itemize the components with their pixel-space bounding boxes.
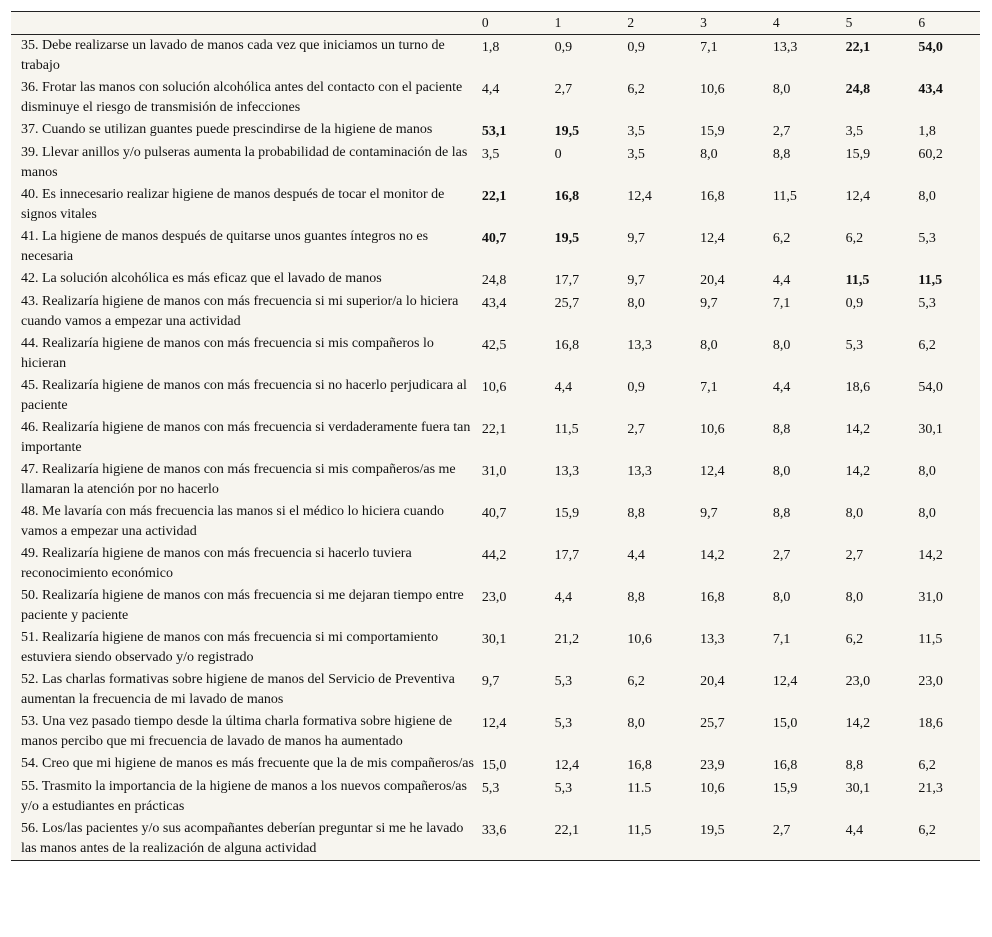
score-cell-2: 8,0 — [627, 296, 645, 311]
score-cell-3: 12,4 — [700, 464, 725, 479]
score-cell-2: 10,6 — [627, 632, 652, 647]
score-cell-0: 30,1 — [481, 632, 507, 647]
score-cell-2: 0,9 — [627, 380, 645, 395]
score-cell-3: 10,6 — [700, 422, 725, 437]
table-row — [11, 501, 980, 543]
score-cell-1: 17,7 — [554, 273, 580, 288]
score-cell-0: 12,4 — [481, 716, 507, 731]
score-cell-3: 7,1 — [700, 40, 718, 55]
statement-cell: 43. Realizaría higiene de manos con más frecuencia si mi superior/a lo hiciera cuando vamos a empezar una actividad — [21, 294, 459, 329]
statement-cell: 37. Cuando se utilizan guantes puede prescindirse de la higiene de manos — [21, 122, 433, 137]
score-cell-6: 60,2 — [918, 147, 943, 162]
score-cell-3: 14,2 — [700, 548, 725, 563]
score-cell-6: 11,5 — [918, 632, 943, 647]
score-cell-6: 18,6 — [918, 716, 943, 731]
score-cell-2: 13,3 — [627, 464, 652, 479]
table-row — [11, 417, 980, 459]
table-row — [11, 119, 980, 142]
score-cell-2: 12,4 — [627, 189, 652, 204]
score-cell-1: 0,9 — [554, 40, 573, 55]
score-cell-4: 8,0 — [772, 82, 791, 97]
score-cell-5: 23,0 — [845, 674, 871, 689]
score-value-highlighted: 24,8 — [845, 82, 871, 97]
score-cell-4: 2,7 — [772, 548, 791, 563]
statement-cell: 54. Creo que mi higiene de manos es más frecuente que la de mis compañeros/as — [21, 756, 474, 771]
header-score-5: 5 — [846, 12, 919, 35]
score-cell-2: 4,4 — [627, 548, 645, 563]
statement-cell: 36. Frotar las manos con solución alcohólica antes del contacto con el paciente disminuye el riesgo de transmisión de infecciones — [21, 80, 463, 115]
score-value-highlighted: 53,1 — [481, 124, 507, 139]
header-score-2: 2 — [627, 12, 700, 35]
score-cell-1 — [555, 226, 628, 268]
header-statement — [11, 12, 482, 35]
statement-cell: 45. Realizaría higiene de manos con más frecuencia si no hacerlo perjudicara al paciente — [21, 378, 467, 413]
table-row — [11, 375, 980, 417]
table-row — [11, 753, 980, 776]
table-row — [11, 333, 980, 375]
score-cell-0 — [482, 184, 555, 226]
score-cell-0: 43,4 — [481, 296, 507, 311]
score-cell-0: 22,1 — [481, 422, 507, 437]
score-value-highlighted: 43,4 — [918, 82, 943, 97]
score-cell-0: 10,6 — [481, 380, 507, 395]
score-cell-4: 2,7 — [772, 124, 791, 139]
score-cell-5: 6,2 — [845, 231, 864, 246]
score-cell-4: 15,9 — [772, 781, 798, 796]
table-row — [11, 291, 980, 333]
survey-table-container — [11, 11, 980, 861]
score-cell-0: 23,0 — [481, 590, 507, 605]
score-cell-5: 8,8 — [845, 758, 864, 773]
table-header — [11, 12, 980, 35]
header-score-4: 4 — [773, 12, 846, 35]
score-value-highlighted: 16,8 — [554, 189, 580, 204]
score-cell-5: 2,7 — [845, 548, 864, 563]
score-cell-5: 8,0 — [845, 506, 864, 521]
score-cell-4: 8,0 — [772, 464, 791, 479]
score-cell-6 — [918, 77, 980, 119]
score-value-highlighted: 11,5 — [845, 273, 870, 288]
score-cell-0: 1,8 — [481, 40, 500, 55]
header-row — [11, 12, 980, 35]
score-cell-3: 8,0 — [700, 147, 718, 162]
score-cell-5: 15,9 — [845, 147, 871, 162]
statement-cell: 41. La higiene de manos después de quitarse unos guantes íntegros no es necesaria — [21, 229, 429, 264]
score-cell-2: 9,7 — [627, 231, 645, 246]
score-value-highlighted: 40,7 — [481, 231, 507, 246]
survey-table — [11, 12, 980, 860]
score-cell-3: 23,9 — [700, 758, 725, 773]
table-row — [11, 142, 980, 184]
score-cell-3: 9,7 — [700, 296, 718, 311]
statement-cell: 50. Realizaría higiene de manos con más frecuencia si me dejaran tiempo entre paciente y paciente — [21, 588, 464, 623]
score-cell-5: 12,4 — [845, 189, 871, 204]
table-row — [11, 268, 980, 291]
score-cell-3: 12,4 — [700, 231, 725, 246]
score-cell-2: 11,5 — [627, 823, 652, 838]
score-cell-5: 18,6 — [845, 380, 871, 395]
score-cell-6: 23,0 — [918, 674, 943, 689]
statement-cell: 52. Las charlas formativas sobre higiene de manos del Servicio de Preventiva aumentan la frecuencia de mi lavado de manos — [21, 672, 455, 707]
score-cell-0: 4,4 — [481, 82, 500, 97]
score-cell-6: 54,0 — [918, 380, 943, 395]
table-row — [11, 184, 980, 226]
score-cell-0: 33,6 — [481, 823, 507, 838]
statement-cell: 56. Los/las pacientes y/o sus acompañantes deberían preguntar si me he lavado las manos antes de la realización de alguna actividad — [21, 821, 464, 856]
score-cell-3: 25,7 — [700, 716, 725, 731]
score-cell-0: 42,5 — [481, 338, 507, 353]
score-cell-1: 5,3 — [554, 781, 573, 796]
score-cell-1: 5,3 — [554, 674, 573, 689]
score-cell-3: 15,9 — [700, 124, 725, 139]
score-value-highlighted: 22,1 — [481, 189, 507, 204]
score-cell-4: 8,8 — [772, 422, 791, 437]
score-cell-0 — [482, 226, 555, 268]
score-cell-4: 16,8 — [772, 758, 798, 773]
score-cell-6 — [918, 268, 980, 291]
statement-cell: 35. Debe realizarse un lavado de manos cada vez que iniciamos un turno de trabajo — [21, 38, 445, 73]
statement-cell: 42. La solución alcohólica es más eficaz que el lavado de manos — [21, 271, 382, 286]
table-body — [11, 35, 980, 861]
score-value-highlighted: 54,0 — [918, 40, 943, 55]
score-cell-6: 21,3 — [918, 781, 943, 796]
statement-cell: 40. Es innecesario realizar higiene de manos después de tocar el monitor de signos vitales — [21, 187, 445, 222]
score-cell-5 — [846, 77, 919, 119]
score-cell-4: 4,4 — [772, 380, 791, 395]
score-cell-5 — [846, 268, 919, 291]
score-cell-0: 3,5 — [481, 147, 500, 162]
header-score-3: 3 — [700, 12, 773, 35]
score-cell-4: 8,8 — [772, 147, 791, 162]
score-cell-0: 5,3 — [481, 781, 500, 796]
score-cell-1: 4,4 — [554, 590, 573, 605]
score-cell-6: 8,0 — [918, 189, 936, 204]
score-cell-1: 2,7 — [554, 82, 573, 97]
score-cell-4: 2,7 — [772, 823, 791, 838]
score-cell-2: 8,8 — [627, 590, 645, 605]
score-cell-4: 13,3 — [772, 40, 798, 55]
statement-cell: 49. Realizaría higiene de manos con más frecuencia si hacerlo tuviera reconocimiento económico — [21, 546, 412, 581]
score-cell-4: 4,4 — [772, 273, 791, 288]
score-cell-4: 8,8 — [772, 506, 791, 521]
score-cell-0: 31,0 — [481, 464, 507, 479]
score-cell-0: 15,0 — [481, 758, 507, 773]
score-cell-2: 6,2 — [627, 82, 645, 97]
score-cell-3: 13,3 — [700, 632, 725, 647]
statement-cell: 44. Realizaría higiene de manos con más frecuencia si mis compañeros lo hicieran — [21, 336, 434, 371]
score-cell-5: 3,5 — [845, 124, 864, 139]
score-value-highlighted: 19,5 — [554, 231, 580, 246]
score-cell-4: 11,5 — [772, 189, 797, 204]
statement-cell: 47. Realizaría higiene de manos con más frecuencia si mis compañeros/as me llamaran la atención por no hacerlo — [21, 462, 456, 497]
header-score-1: 1 — [555, 12, 628, 35]
score-cell-6: 5,3 — [918, 231, 936, 246]
score-value-highlighted: 22,1 — [845, 40, 871, 55]
score-cell-5: 6,2 — [845, 632, 864, 647]
score-value-highlighted: 11,5 — [918, 273, 943, 288]
score-cell-2: 3,5 — [627, 147, 645, 162]
score-cell-5: 5,3 — [845, 338, 864, 353]
score-cell-0: 9,7 — [481, 674, 500, 689]
score-cell-6: 6,2 — [918, 758, 936, 773]
score-cell-5: 14,2 — [845, 422, 871, 437]
score-cell-5: 4,4 — [845, 823, 864, 838]
table-row — [11, 818, 980, 860]
score-cell-0: 24,8 — [481, 273, 507, 288]
score-cell-1: 13,3 — [554, 464, 580, 479]
score-cell-4: 7,1 — [772, 632, 791, 647]
statement-cell: 53. Una vez pasado tiempo desde la última charla formativa sobre higiene de manos percibo que mi frecuencia de lavado de manos ha aumentado — [21, 714, 453, 749]
score-cell-6: 14,2 — [918, 548, 943, 563]
table-row — [11, 543, 980, 585]
table-row — [11, 77, 980, 119]
score-cell-5: 8,0 — [845, 590, 864, 605]
score-cell-5: 0,9 — [845, 296, 864, 311]
score-cell-3: 20,4 — [700, 674, 725, 689]
score-cell-4: 15,0 — [772, 716, 798, 731]
statement-cell: 46. Realizaría higiene de manos con más frecuencia si verdaderamente fuera tan importante — [21, 420, 471, 455]
score-cell-0: 40,7 — [481, 506, 507, 521]
score-cell-1: 16,8 — [554, 338, 580, 353]
table-row — [11, 226, 980, 268]
header-score-6: 6 — [918, 12, 980, 35]
score-cell-3: 10,6 — [700, 781, 725, 796]
score-cell-6: 1,8 — [918, 124, 936, 139]
score-cell-5: 14,2 — [845, 716, 871, 731]
score-cell-0 — [482, 119, 555, 142]
score-cell-5: 30,1 — [845, 781, 871, 796]
score-cell-1 — [555, 119, 628, 142]
score-cell-2: 3,5 — [627, 124, 645, 139]
score-cell-1: 22,1 — [554, 823, 580, 838]
score-cell-3: 8,0 — [700, 338, 718, 353]
score-cell-2: 11.5 — [627, 781, 652, 796]
score-cell-2: 8,0 — [627, 716, 645, 731]
score-cell-1: 11,5 — [554, 422, 579, 437]
score-cell-3: 16,8 — [700, 189, 725, 204]
score-cell-2: 8,8 — [627, 506, 645, 521]
score-cell-6 — [918, 35, 980, 78]
score-cell-6: 6,2 — [918, 823, 936, 838]
score-cell-2: 16,8 — [627, 758, 652, 773]
score-cell-4: 6,2 — [772, 231, 791, 246]
score-cell-1 — [555, 184, 628, 226]
score-cell-5 — [846, 35, 919, 78]
header-score-0: 0 — [482, 12, 555, 35]
table-row — [11, 627, 980, 669]
score-cell-3: 10,6 — [700, 82, 725, 97]
score-cell-2: 6,2 — [627, 674, 645, 689]
score-cell-2: 0,9 — [627, 40, 645, 55]
score-cell-3: 7,1 — [700, 380, 718, 395]
table-row — [11, 776, 980, 818]
score-cell-1: 4,4 — [554, 380, 573, 395]
score-cell-6: 31,0 — [918, 590, 943, 605]
statement-cell: 51. Realizaría higiene de manos con más frecuencia si mi comportamiento estuviera siendo observado y/o registrado — [21, 630, 439, 665]
score-cell-3: 9,7 — [700, 506, 718, 521]
score-cell-6: 5,3 — [918, 296, 936, 311]
score-cell-5: 14,2 — [845, 464, 871, 479]
score-cell-2: 9,7 — [627, 273, 645, 288]
score-cell-3: 16,8 — [700, 590, 725, 605]
score-cell-3: 19,5 — [700, 823, 725, 838]
score-cell-6: 30,1 — [918, 422, 943, 437]
score-cell-1: 17,7 — [554, 548, 580, 563]
score-cell-6: 6,2 — [918, 338, 936, 353]
score-cell-3: 20,4 — [700, 273, 725, 288]
statement-cell: 39. Llevar anillos y/o pulseras aumenta la probabilidad de contaminación de las manos — [21, 145, 468, 180]
score-cell-4: 8,0 — [772, 590, 791, 605]
score-cell-0: 44,2 — [481, 548, 507, 563]
score-value-highlighted: 19,5 — [554, 124, 580, 139]
statement-cell: 55. Trasmito la importancia de la higiene de manos a los nuevos compañeros/as y/o a estudiantes en prácticas — [21, 779, 467, 814]
score-cell-2: 13,3 — [627, 338, 652, 353]
statement-cell: 48. Me lavaría con más frecuencia las manos si el médico lo hiciera cuando vamos a empezar una actividad — [21, 504, 444, 539]
score-cell-4: 7,1 — [772, 296, 791, 311]
table-row — [11, 35, 980, 78]
table-row — [11, 585, 980, 627]
table-row — [11, 669, 980, 711]
table-row — [11, 711, 980, 753]
score-cell-1: 12,4 — [554, 758, 580, 773]
score-cell-1: 5,3 — [554, 716, 573, 731]
score-cell-1: 15,9 — [554, 506, 580, 521]
score-cell-6: 8,0 — [918, 506, 936, 521]
score-cell-1: 21,2 — [554, 632, 580, 647]
table-row — [11, 459, 980, 501]
score-cell-1: 25,7 — [554, 296, 580, 311]
score-cell-4: 12,4 — [772, 674, 798, 689]
score-cell-1: 0 — [554, 147, 562, 162]
score-cell-4: 8,0 — [772, 338, 791, 353]
score-cell-6: 8,0 — [918, 464, 936, 479]
score-cell-2: 2,7 — [627, 422, 645, 437]
